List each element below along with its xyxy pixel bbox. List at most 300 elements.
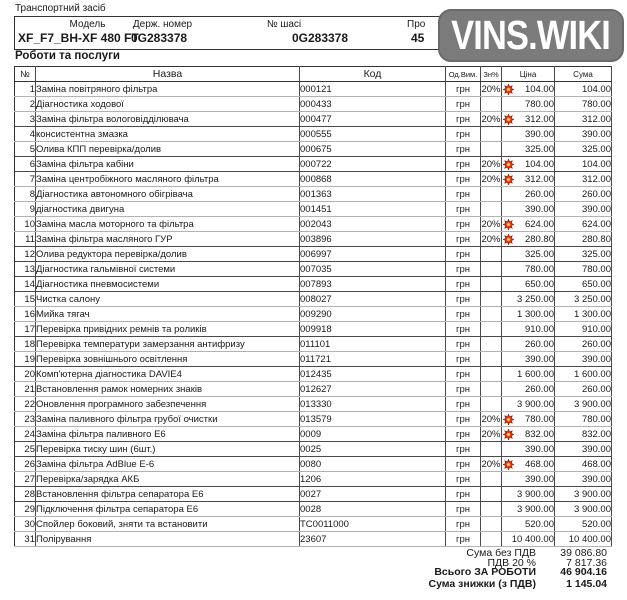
mileage-label: Про <box>407 19 426 30</box>
table-row <box>15 532 612 547</box>
discount-percent: 20% <box>481 233 501 245</box>
unit-value: грн <box>446 397 481 412</box>
price-value: 780.00 <box>524 413 554 425</box>
sum-value: 10 400.00 <box>555 532 612 547</box>
price-cell <box>502 337 555 352</box>
table-row <box>15 187 612 202</box>
row-number: 15 <box>15 292 36 307</box>
price-value: 390.00 <box>524 353 554 365</box>
table-row <box>15 472 612 487</box>
table-row <box>15 217 612 232</box>
discount-percent <box>481 472 502 487</box>
sum-value: 390.00 <box>555 472 612 487</box>
unit-value: грн <box>446 517 481 532</box>
sum-value: 325.00 <box>555 142 612 157</box>
total-line <box>14 568 607 578</box>
service-code: 000555 <box>300 127 446 142</box>
discount-percent <box>481 337 502 352</box>
service-name: Комп'ютерна діагностика DAVIE4 <box>36 367 300 382</box>
price-cell <box>502 502 555 517</box>
total-line <box>14 580 607 590</box>
service-code: 000722 <box>300 157 446 172</box>
discount-percent <box>481 532 502 547</box>
row-number: 18 <box>15 337 36 352</box>
table-row <box>15 382 612 397</box>
unit-value: грн <box>446 172 481 187</box>
price-value: 390.00 <box>524 443 554 455</box>
watermark-text: VINS.WIKI <box>451 12 611 58</box>
row-number: 27 <box>15 472 36 487</box>
discount-percent: 20% <box>481 218 501 230</box>
table-row <box>15 427 612 442</box>
table-row <box>15 262 612 277</box>
unit-value: грн <box>446 487 481 502</box>
total-label: ПДВ 20 % <box>487 556 536 569</box>
price-cell <box>502 97 555 112</box>
sum-value: 3 250.00 <box>555 292 612 307</box>
price-cell <box>502 202 555 217</box>
sum-value: 104.00 <box>555 157 612 172</box>
service-name: діагностика двигуна <box>36 202 300 217</box>
unit-value: грн <box>446 247 481 262</box>
header-price: Ціна <box>502 67 555 82</box>
discount-percent <box>481 127 502 142</box>
discount-percent <box>481 292 502 307</box>
discount-percent <box>481 352 502 367</box>
service-code: 1206 <box>300 472 446 487</box>
price-cell <box>502 457 555 472</box>
table-row <box>15 442 612 457</box>
table-row <box>15 487 612 502</box>
table-row <box>15 397 612 412</box>
model-value: XF_F7_BH-XF 480 FT <box>18 31 139 45</box>
table-row <box>15 322 612 337</box>
unit-value: грн <box>446 112 481 127</box>
sum-value: 3 900.00 <box>555 502 612 517</box>
unit-value: грн <box>446 442 481 457</box>
price-cell <box>502 112 555 127</box>
service-code: 011721 <box>300 352 446 367</box>
total-value: 39 086.80 <box>560 547 607 559</box>
sum-value: 390.00 <box>555 202 612 217</box>
row-number: 2 <box>15 97 36 112</box>
sum-value: 780.00 <box>555 97 612 112</box>
service-name: Чистка салону <box>36 292 300 307</box>
sum-value: 624.00 <box>555 217 612 232</box>
discount-percent: 20% <box>481 83 501 95</box>
sum-value: 260.00 <box>555 382 612 397</box>
discount-percent <box>481 247 502 262</box>
price-cell <box>502 157 555 172</box>
price-value: 3 900.00 <box>517 398 554 410</box>
discount-percent <box>481 502 502 517</box>
header-num: № <box>15 67 36 82</box>
price-cell <box>502 352 555 367</box>
service-name: Олива редуктора перевірка/долив <box>36 247 300 262</box>
service-code: 0025 <box>300 442 446 457</box>
row-number: 25 <box>15 442 36 457</box>
sum-value: 104.00 <box>555 82 612 97</box>
service-name: Діагностика автономного обігрівача <box>36 187 300 202</box>
unit-value: грн <box>446 82 481 97</box>
price-cell <box>502 142 555 157</box>
sum-value: 3 900.00 <box>555 487 612 502</box>
chassis-value: 0G283378 <box>291 31 349 45</box>
discount-star-icon <box>503 459 514 470</box>
service-name: Оновлення програмного забезпечення <box>36 397 300 412</box>
services-table <box>14 66 612 547</box>
row-number: 26 <box>15 457 36 472</box>
service-name: Перевірка привідних ремнів та роликів <box>36 322 300 337</box>
price-value: 260.00 <box>524 383 554 395</box>
sum-value: 910.00 <box>555 322 612 337</box>
sum-value: 1 600.00 <box>555 367 612 382</box>
sum-value: 390.00 <box>555 352 612 367</box>
unit-value: грн <box>446 277 481 292</box>
price-cell <box>502 307 555 322</box>
price-cell <box>502 517 555 532</box>
service-code: 000433 <box>300 97 446 112</box>
service-code: 0080 <box>300 457 446 472</box>
row-number: 11 <box>15 232 36 247</box>
service-code: 0027 <box>300 487 446 502</box>
table-row <box>15 412 612 427</box>
service-code: 000675 <box>300 142 446 157</box>
table-row <box>15 247 612 262</box>
sum-value: 325.00 <box>555 247 612 262</box>
unit-value: грн <box>446 292 481 307</box>
vins-wiki-watermark <box>438 9 624 62</box>
row-number: 7 <box>15 172 36 187</box>
table-row <box>15 127 612 142</box>
table-row <box>15 307 612 322</box>
price-value: 104.00 <box>524 83 554 95</box>
header-code: Код <box>300 67 446 82</box>
service-name: Спойлер боковий, зняти та встановити <box>36 517 300 532</box>
row-number: 12 <box>15 247 36 262</box>
price-cell <box>502 427 555 442</box>
price-cell <box>502 472 555 487</box>
table-row <box>15 337 612 352</box>
price-cell <box>502 322 555 337</box>
service-code: 013579 <box>300 412 446 427</box>
discount-percent: 20% <box>481 158 501 170</box>
price-cell <box>502 532 555 547</box>
plate-label: Держ. номер <box>132 19 193 30</box>
service-code: 007893 <box>300 277 446 292</box>
price-cell <box>502 487 555 502</box>
row-number: 3 <box>15 112 36 127</box>
chassis-label: № шасі <box>266 19 302 30</box>
row-number: 30 <box>15 517 36 532</box>
header-unit: Од.Вим. <box>446 67 481 82</box>
price-value: 520.00 <box>524 518 554 530</box>
total-value: 7 817.36 <box>566 556 607 569</box>
table-row <box>15 112 612 127</box>
discount-percent: 20% <box>481 413 501 425</box>
service-name: Олива КПП перевірка/долив <box>36 142 300 157</box>
price-value: 280.80 <box>524 233 554 245</box>
service-name: Заміна масла моторного та фільтра <box>36 217 300 232</box>
price-cell <box>502 127 555 142</box>
row-number: 1 <box>15 82 36 97</box>
price-value: 650.00 <box>524 278 554 290</box>
discount-percent <box>481 202 502 217</box>
price-value: 10 400.00 <box>511 533 554 545</box>
price-value: 3 900.00 <box>517 503 554 515</box>
service-code: 001451 <box>300 202 446 217</box>
price-cell <box>502 382 555 397</box>
unit-value: грн <box>446 382 481 397</box>
services-table-header <box>15 67 612 82</box>
price-value: 260.00 <box>524 188 554 200</box>
service-name: консистентна змазка <box>36 127 300 142</box>
price-value: 325.00 <box>524 248 554 260</box>
service-code: 000868 <box>300 172 446 187</box>
unit-value: грн <box>446 262 481 277</box>
discount-percent <box>481 487 502 502</box>
service-code: TC0011000 <box>300 517 446 532</box>
unit-value: грн <box>446 127 481 142</box>
service-name: Встановлення рамок номерних знаків <box>36 382 300 397</box>
service-code: 009290 <box>300 307 446 322</box>
price-value: 312.00 <box>524 113 554 125</box>
unit-value: грн <box>446 97 481 112</box>
row-number: 17 <box>15 322 36 337</box>
table-row <box>15 277 612 292</box>
discount-percent: 20% <box>481 458 501 470</box>
table-row <box>15 457 612 472</box>
discount-percent <box>481 142 502 157</box>
service-name: Заміна фільтра вологовідділювача <box>36 112 300 127</box>
service-name: Діагностика ходової <box>36 97 300 112</box>
total-label: Всього ЗА РОБОТИ <box>434 566 536 579</box>
vehicle-section-label: Транспортний засіб <box>15 3 106 14</box>
discount-percent <box>481 307 502 322</box>
price-cell <box>502 172 555 187</box>
discount-percent <box>481 97 502 112</box>
price-value: 1 300.00 <box>517 308 554 320</box>
unit-value: грн <box>446 307 481 322</box>
table-row <box>15 157 612 172</box>
service-name: Діагностика пневмосистеми <box>36 277 300 292</box>
plate-value: 0G283378 <box>131 31 188 45</box>
sum-value: 650.00 <box>555 277 612 292</box>
row-number: 23 <box>15 412 36 427</box>
header-discount: Зн% <box>481 67 502 82</box>
service-name: Заміна повітряного фільтра <box>36 82 300 97</box>
price-cell <box>502 247 555 262</box>
price-value: 1 600.00 <box>517 368 554 380</box>
price-cell <box>502 82 555 97</box>
service-code: 011101 <box>300 337 446 352</box>
price-value: 390.00 <box>524 473 554 485</box>
row-number: 4 <box>15 127 36 142</box>
service-name: Діагностика гальмівної системи <box>36 262 300 277</box>
table-row <box>15 202 612 217</box>
table-row <box>15 142 612 157</box>
discount-star-icon <box>503 429 514 440</box>
discount-star-icon <box>503 159 514 170</box>
sum-value: 312.00 <box>555 112 612 127</box>
sum-value: 1 300.00 <box>555 307 612 322</box>
price-cell <box>502 232 555 247</box>
table-row <box>15 232 612 247</box>
price-value: 910.00 <box>524 323 554 335</box>
service-code: 000477 <box>300 112 446 127</box>
sum-value: 390.00 <box>555 127 612 142</box>
service-name: Заміна фільтра AdBlue Е-6 <box>36 457 300 472</box>
discount-percent <box>481 277 502 292</box>
service-code: 006997 <box>300 247 446 262</box>
price-value: 390.00 <box>524 128 554 140</box>
totals-block <box>14 549 607 590</box>
service-name: Підключення фільтра сепаратора Е6 <box>36 502 300 517</box>
service-name: Перевірка тиску шин (6шт.) <box>36 442 300 457</box>
service-name: Заміна центробіжного масляного фільтра <box>36 172 300 187</box>
service-name: Заміна фільтра паливного Е6 <box>36 427 300 442</box>
table-row <box>15 352 612 367</box>
price-cell <box>502 442 555 457</box>
service-name: Перевірка/зарядка АКБ <box>36 472 300 487</box>
model-label: Модель <box>69 19 106 30</box>
service-name: Полірування <box>36 532 300 547</box>
service-rows <box>15 82 612 547</box>
unit-value: грн <box>446 337 481 352</box>
table-row <box>15 502 612 517</box>
unit-value: грн <box>446 217 481 232</box>
service-code: 012627 <box>300 382 446 397</box>
discount-percent: 20% <box>481 428 501 440</box>
price-cell <box>502 277 555 292</box>
sum-value: 390.00 <box>555 442 612 457</box>
sum-value: 468.00 <box>555 457 612 472</box>
discount-percent <box>481 442 502 457</box>
total-label: Сума знижки (з ПДВ) <box>428 578 536 591</box>
service-code: 012435 <box>300 367 446 382</box>
price-cell <box>502 367 555 382</box>
row-number: 8 <box>15 187 36 202</box>
discount-percent <box>481 262 502 277</box>
row-number: 28 <box>15 487 36 502</box>
price-value: 3 900.00 <box>517 488 554 500</box>
row-number: 6 <box>15 157 36 172</box>
price-value: 780.00 <box>524 98 554 110</box>
price-value: 780.00 <box>524 263 554 275</box>
price-cell <box>502 292 555 307</box>
service-name: Мийка тягач <box>36 307 300 322</box>
row-number: 13 <box>15 262 36 277</box>
row-number: 14 <box>15 277 36 292</box>
row-number: 19 <box>15 352 36 367</box>
service-code: 0028 <box>300 502 446 517</box>
unit-value: грн <box>446 457 481 472</box>
price-value: 468.00 <box>524 458 554 470</box>
price-cell <box>502 262 555 277</box>
unit-value: грн <box>446 322 481 337</box>
price-value: 390.00 <box>524 203 554 215</box>
row-number: 5 <box>15 142 36 157</box>
price-value: 624.00 <box>524 218 554 230</box>
service-code: 013330 <box>300 397 446 412</box>
unit-value: грн <box>446 502 481 517</box>
row-number: 20 <box>15 367 36 382</box>
service-name: Заміна паливного фільтра грубої очистки <box>36 412 300 427</box>
header-sum: Сума <box>555 67 612 82</box>
row-number: 24 <box>15 427 36 442</box>
service-code: 000121 <box>300 82 446 97</box>
unit-value: грн <box>446 472 481 487</box>
price-cell <box>502 217 555 232</box>
unit-value: грн <box>446 427 481 442</box>
total-value: 46 904.16 <box>560 566 607 579</box>
price-value: 260.00 <box>524 338 554 350</box>
service-name: Встановлення фільтра сепаратора Е6 <box>36 487 300 502</box>
works-section-title: Роботи та послуги <box>15 50 120 62</box>
unit-value: грн <box>446 232 481 247</box>
table-row <box>15 172 612 187</box>
service-name: Заміна фільтра кабіни <box>36 157 300 172</box>
price-value: 325.00 <box>524 143 554 155</box>
service-code: 0009 <box>300 427 446 442</box>
sum-value: 280.80 <box>555 232 612 247</box>
service-name: Перевірка температури замерзання антифризу <box>36 337 300 352</box>
price-cell <box>502 412 555 427</box>
row-number: 16 <box>15 307 36 322</box>
table-row <box>15 367 612 382</box>
total-value: 1 145.04 <box>566 578 607 591</box>
table-row <box>15 82 612 97</box>
unit-value: грн <box>446 367 481 382</box>
price-value: 104.00 <box>524 158 554 170</box>
unit-value: грн <box>446 202 481 217</box>
sum-value: 260.00 <box>555 337 612 352</box>
sum-value: 832.00 <box>555 427 612 442</box>
discount-percent <box>481 367 502 382</box>
row-number: 9 <box>15 202 36 217</box>
row-number: 22 <box>15 397 36 412</box>
service-code: 007035 <box>300 262 446 277</box>
price-value: 3 250.00 <box>517 293 554 305</box>
discount-star-icon <box>503 219 514 230</box>
unit-value: грн <box>446 532 481 547</box>
row-number: 31 <box>15 532 36 547</box>
table-row <box>15 97 612 112</box>
discount-percent <box>481 187 502 202</box>
discount-star-icon <box>503 174 514 185</box>
discount-percent <box>481 322 502 337</box>
price-value: 832.00 <box>524 428 554 440</box>
discount-star-icon <box>503 414 514 425</box>
sum-value: 780.00 <box>555 412 612 427</box>
service-code: 003896 <box>300 232 446 247</box>
sum-value: 520.00 <box>555 517 612 532</box>
table-row <box>15 517 612 532</box>
unit-value: грн <box>446 142 481 157</box>
row-number: 21 <box>15 382 36 397</box>
discount-percent: 20% <box>481 173 501 185</box>
discount-percent <box>481 397 502 412</box>
row-number: 10 <box>15 217 36 232</box>
service-code: 23607 <box>300 532 446 547</box>
sum-value: 312.00 <box>555 172 612 187</box>
total-label: Сума без ПДВ <box>466 547 536 559</box>
price-cell <box>502 397 555 412</box>
row-number: 29 <box>15 502 36 517</box>
mileage-value: 45 <box>411 31 425 45</box>
header-name: Назва <box>36 67 300 82</box>
service-code: 009918 <box>300 322 446 337</box>
